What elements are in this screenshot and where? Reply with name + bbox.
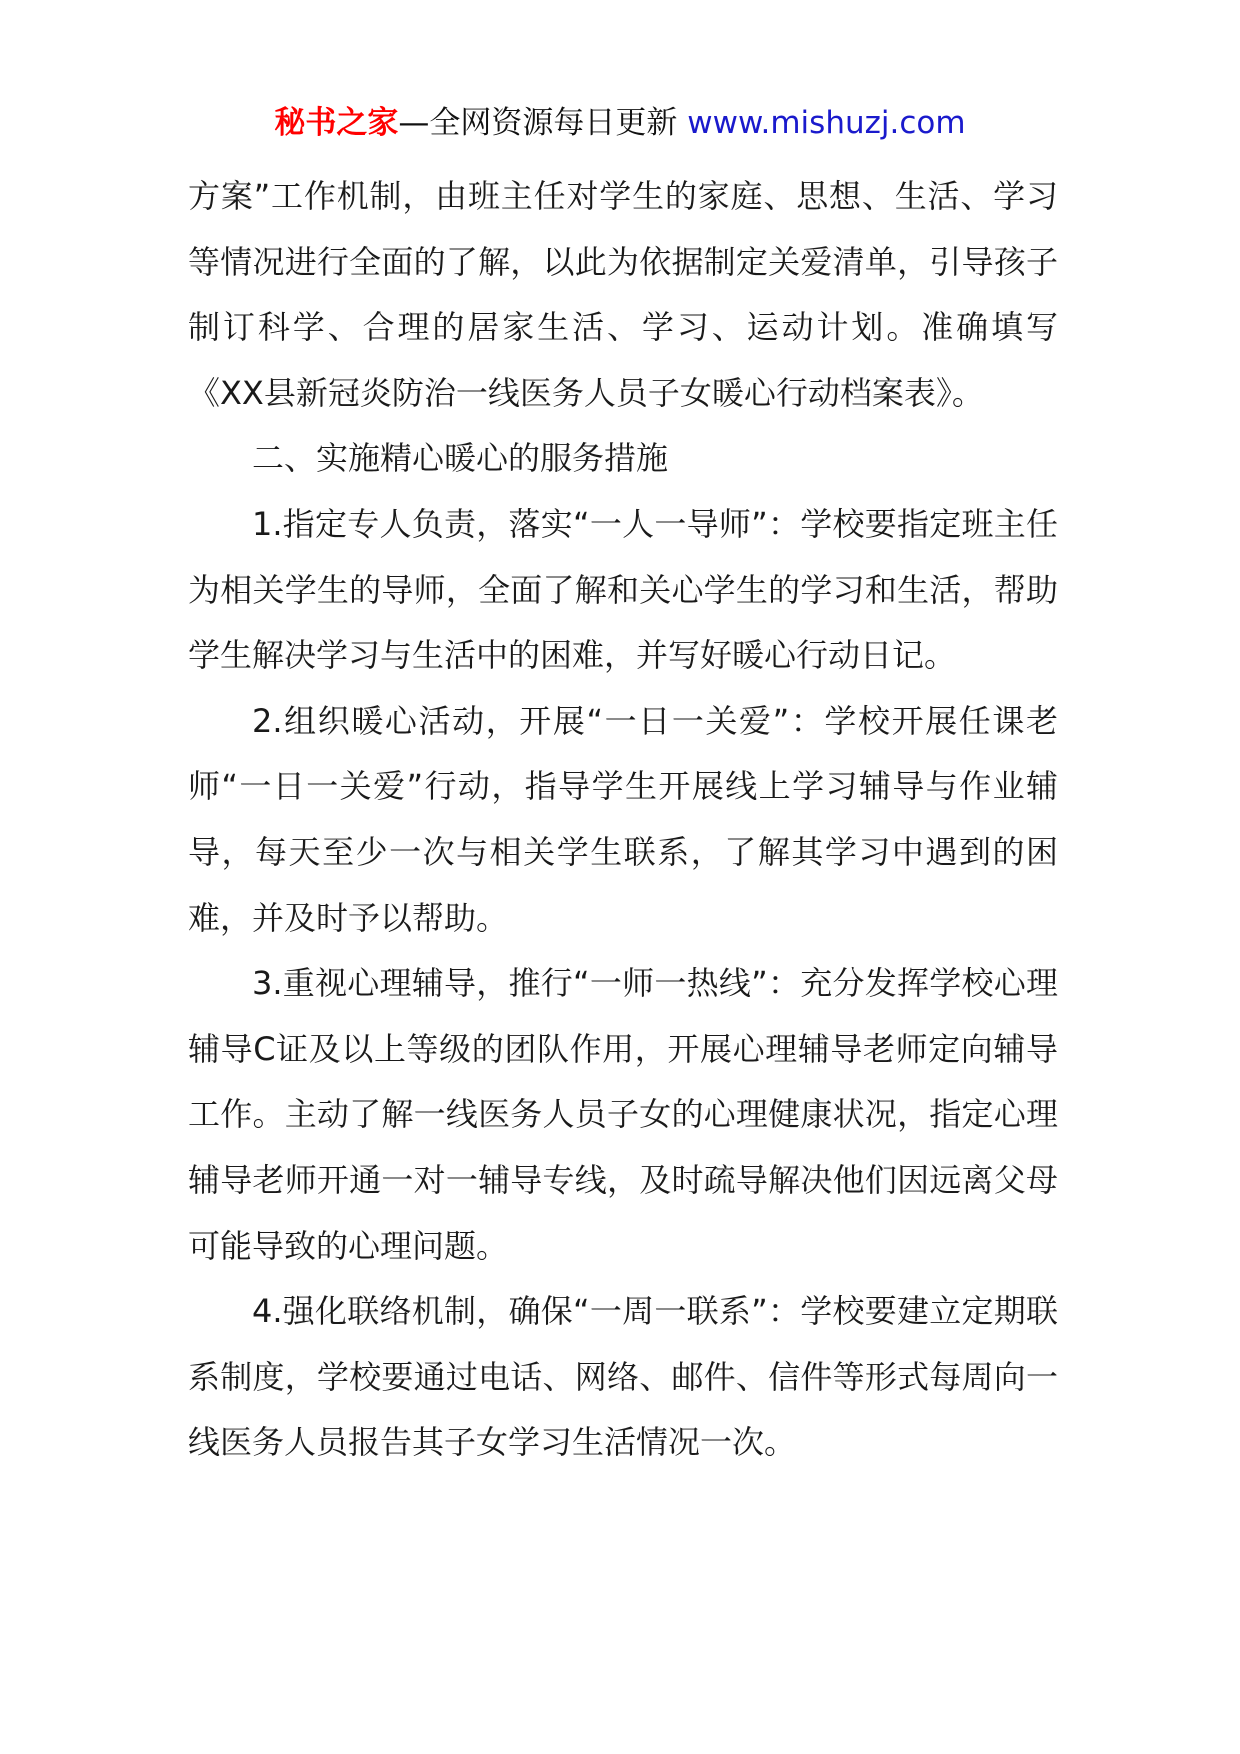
paragraph-item-4: 4.强化联络机制，确保“一周一联系”：学校要建立定期联系制度，学校要通过电话、网络、邮件、信件等形式每周向一线医务人员报告其子女学习生活情况一次。	[188, 1292, 1058, 1462]
brand-name: 秘书之家	[274, 105, 399, 141]
header-url-link[interactable]: www.mishuzj.com	[687, 105, 966, 141]
paragraph-continuation: 方案”工作机制，由班主任对学生的家庭、思想、生活、学习等情况进行全面的了解，以此为依据制定关爱清单，引导孩子制订科学、合理的居家生活、学习、运动计划。准确填写《XX县新冠炎防治一线医务人员子女暖心行动档案表》。	[188, 177, 1058, 412]
watermark-header	[0, 100, 1240, 146]
paragraph-item-1: 1.指定专人负责，落实“一人一导师”：学校要指定班主任为相关学生的导师，全面了解和关心学生的学习和生活，帮助学生解决学习与生活中的困难，并写好暖心行动日记。	[188, 504, 1058, 675]
document-body	[188, 164, 1058, 1476]
section-heading: 二、实施精心暖心的服务措施	[252, 439, 669, 478]
paragraph-item-2: 2.组织暖心活动，开展“一日一关爱”：学校开展任课老师“一日一关爱”行动，指导学生开展线上学习辅导与作业辅导，每天至少一次与相关学生联系，了解其学习中遇到的困难，并及时予以帮助。	[188, 701, 1058, 937]
paragraph-item-3: 3.重视心理辅导，推行“一师一热线”：充分发挥学校心理辅导C证及以上等级的团队作用，开展心理辅导老师定向辅导工作。主动了解一线医务人员子女的心理健康状况，指定心理辅导老师开通一对一辅导专线，及时疏导解决他们因远离父母可能导致的心理问题。	[188, 964, 1058, 1265]
header-tagline: —全网资源每日更新	[398, 105, 688, 141]
